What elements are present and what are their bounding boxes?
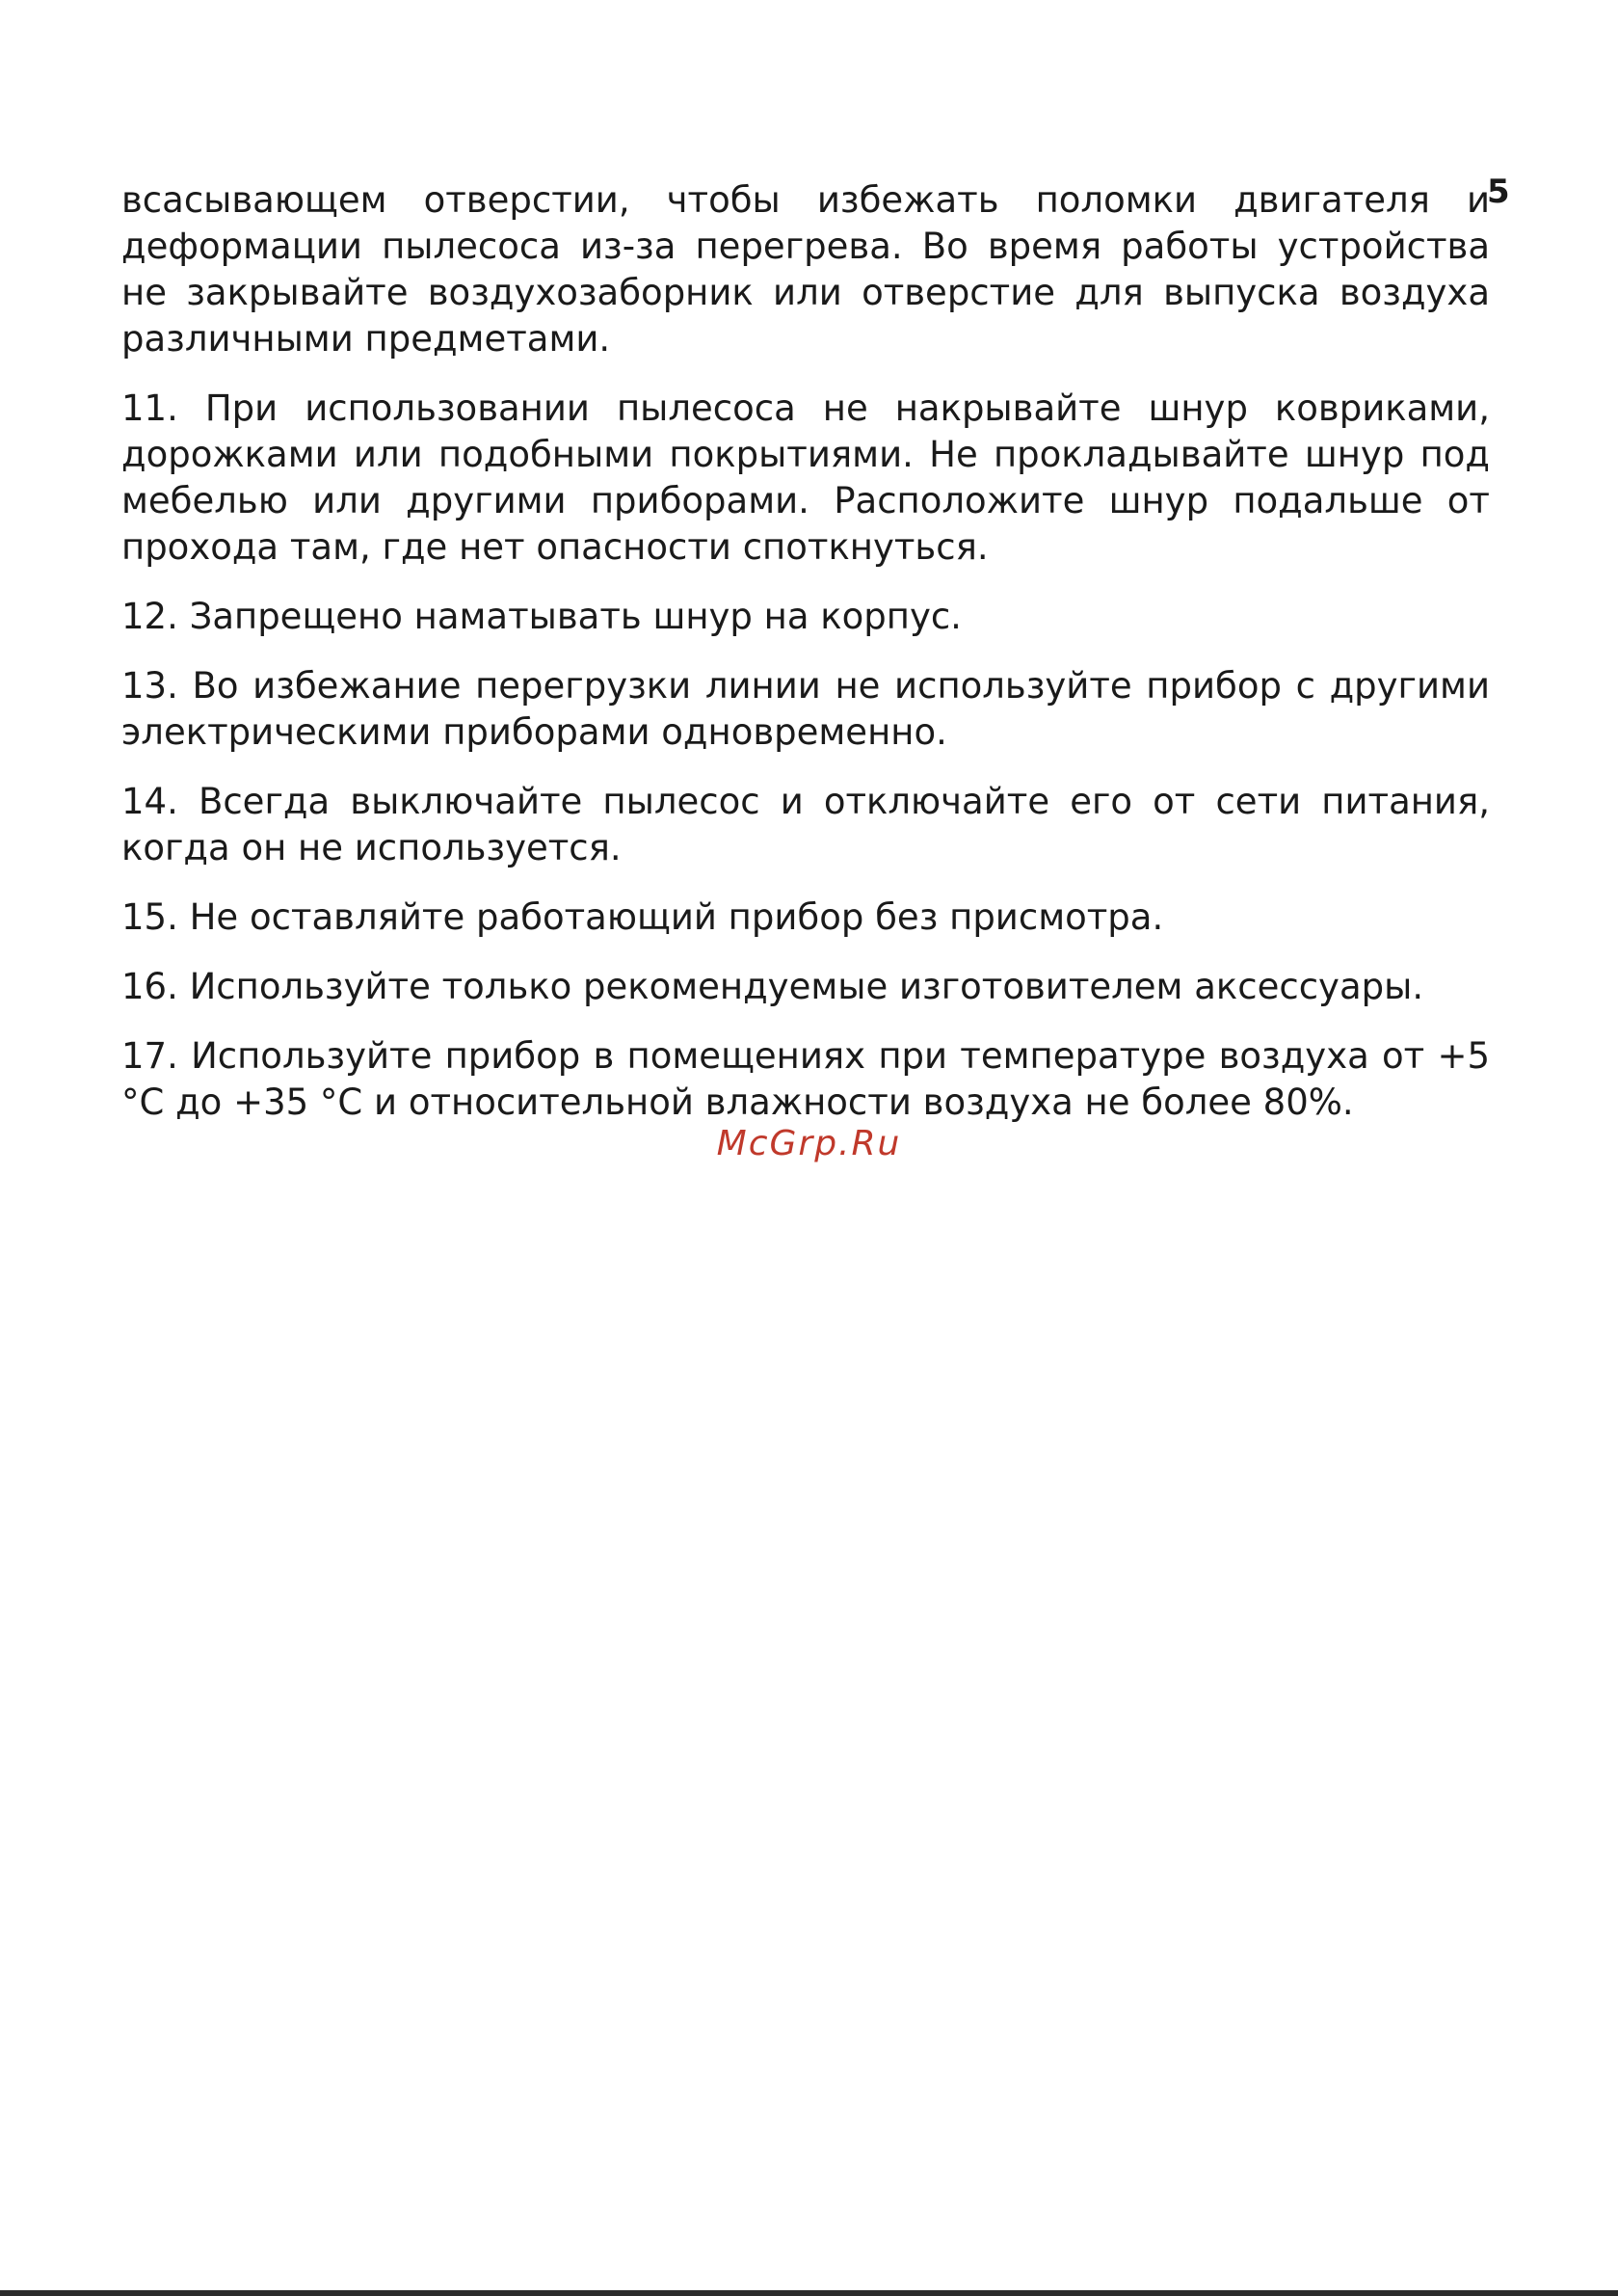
bottom-divider [0, 2290, 1618, 2296]
page-content [121, 177, 1490, 1149]
paragraph-item-15: 15. Не оставляйте работающий прибор без присмотра. [121, 896, 1164, 938]
paragraph-item-14: 14. Всегда выключайте пылесос и отключайте его от сети питания, когда он не используется. [121, 781, 1490, 868]
paragraph-intro: всасывающем отверстии, чтобы избежать поломки двигателя и деформации пылесоса из-за перегрева. Во время работы устройства не закрывайте воздухозаборник или отверстие для выпуска воздуха различными предметами. [121, 179, 1490, 360]
paragraph-item-12: 12. Запрещено наматывать шнур на корпус. [121, 596, 962, 637]
paragraph-item-16: 16. Используйте только рекомендуемые изготовителем аксессуары. [121, 966, 1424, 1007]
watermark-link[interactable]: McGrp.Ru [716, 1124, 902, 1163]
paragraph-item-11: 11. При использовании пылесоса не накрывайте шнур ковриками, дорожками или подобными покрытиями. Не прокладывайте шнур под мебелью или другими приборами. Расположите шнур подальше от прохода там, где нет опасности споткнуться. [121, 387, 1490, 568]
paragraph-item-13: 13. Во избежание перегрузки линии не используйте прибор с другими электрическими приборами одновременно. [121, 665, 1490, 753]
page-number: 5 [1487, 173, 1510, 211]
paragraph-item-17: 17. Используйте прибор в помещениях при температуре воздуха от +5 °С до +35 °С и относительной влажности воздуха не более 80%. [121, 1035, 1490, 1123]
